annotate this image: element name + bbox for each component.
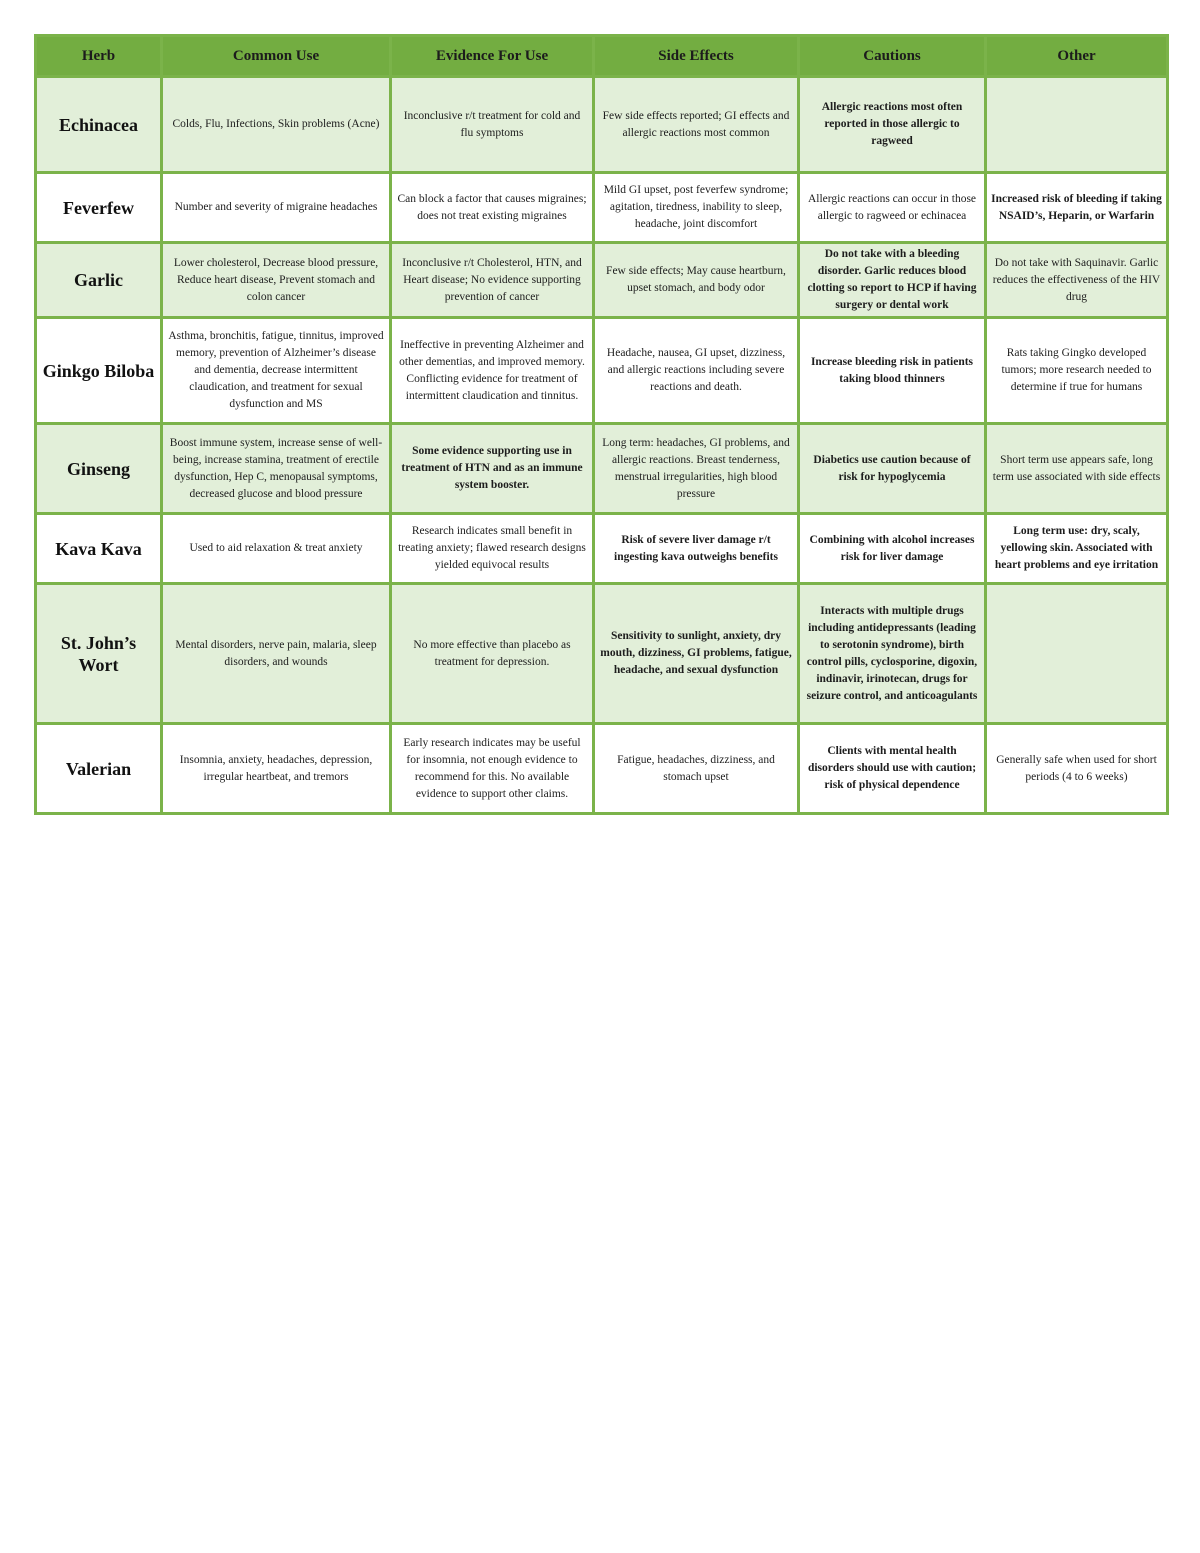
common-use-cell: Mental disorders, nerve pain, malaria, sleep disorders, and wounds — [162, 584, 391, 724]
common-use-cell: Used to aid relaxation & treat anxiety — [162, 514, 391, 584]
herb-name: Feverfew — [36, 173, 162, 243]
herb-comparison-table — [34, 34, 1169, 815]
side-effects-cell: Risk of severe liver damage r/t ingesting kava outweighs benefits — [594, 514, 799, 584]
other-cell — [986, 77, 1168, 173]
common-use-cell: Insomnia, anxiety, headaches, depression, irregular heartbeat, and tremors — [162, 724, 391, 814]
header-cautions: Cautions — [799, 36, 986, 77]
table-row-echinacea — [36, 77, 1168, 173]
common-use-cell: Lower cholesterol, Decrease blood pressure, Reduce heart disease, Prevent stomach and colon cancer — [162, 243, 391, 318]
header-other: Other — [986, 36, 1168, 77]
cautions-cell: Do not take with a bleeding disorder. Garlic reduces blood clotting so report to HCP if having surgery or dental work — [799, 243, 986, 318]
other-cell: Generally safe when used for short periods (4 to 6 weeks) — [986, 724, 1168, 814]
table-row-kava-kava — [36, 514, 1168, 584]
side-effects-cell: Long term: headaches, GI problems, and allergic reactions. Breast tenderness, menstrual irregularities, high blood pressure — [594, 424, 799, 514]
other-cell: Increased risk of bleeding if taking NSAID’s, Heparin, or Warfarin — [986, 173, 1168, 243]
header-row — [36, 36, 1168, 77]
evidence-cell: Inconclusive r/t treatment for cold and flu symptoms — [391, 77, 594, 173]
side-effects-cell: Headache, nausea, GI upset, dizziness, and allergic reactions including severe reactions and death. — [594, 318, 799, 424]
cautions-cell: Clients with mental health disorders should use with caution; risk of physical dependence — [799, 724, 986, 814]
other-cell: Short term use appears safe, long term use associated with side effects — [986, 424, 1168, 514]
other-cell: Do not take with Saquinavir. Garlic reduces the effectiveness of the HIV drug — [986, 243, 1168, 318]
common-use-cell: Colds, Flu, Infections, Skin problems (Acne) — [162, 77, 391, 173]
table-row-ginkgo-biloba — [36, 318, 1168, 424]
herb-name: St. John’s Wort — [36, 584, 162, 724]
table-row-st-johns-wort — [36, 584, 1168, 724]
herb-name: Garlic — [36, 243, 162, 318]
side-effects-cell: Few side effects; May cause heartburn, upset stomach, and body odor — [594, 243, 799, 318]
table-row-valerian — [36, 724, 1168, 814]
header-side-effects: Side Effects — [594, 36, 799, 77]
common-use-cell: Boost immune system, increase sense of well-being, increase stamina, treatment of erectile dysfunction, Hep C, menopausal symptoms, decreased glucose and blood pressure — [162, 424, 391, 514]
evidence-cell: Research indicates small benefit in treating anxiety; flawed research designs yielded equivocal results — [391, 514, 594, 584]
side-effects-cell: Few side effects reported; GI effects and allergic reactions most common — [594, 77, 799, 173]
side-effects-cell: Mild GI upset, post feverfew syndrome; agitation, tiredness, inability to sleep, headache, joint discomfort — [594, 173, 799, 243]
herb-name: Valerian — [36, 724, 162, 814]
other-cell: Rats taking Gingko developed tumors; more research needed to determine if true for humans — [986, 318, 1168, 424]
other-cell: Long term use: dry, scaly, yellowing skin. Associated with heart problems and eye irritation — [986, 514, 1168, 584]
herb-name: Echinacea — [36, 77, 162, 173]
herb-name: Ginseng — [36, 424, 162, 514]
evidence-cell: Some evidence supporting use in treatment of HTN and as an immune system booster. — [391, 424, 594, 514]
cautions-cell: Interacts with multiple drugs including antidepressants (leading to serotonin syndrome), birth control pills, cyclosporine, digoxin, indinavir, irinotecan, drugs for seizure control, and anticoagulants — [799, 584, 986, 724]
cautions-cell: Allergic reactions most often reported in those allergic to ragweed — [799, 77, 986, 173]
table-row-ginseng — [36, 424, 1168, 514]
cautions-cell: Increase bleeding risk in patients taking blood thinners — [799, 318, 986, 424]
common-use-cell: Asthma, bronchitis, fatigue, tinnitus, improved memory, prevention of Alzheimer’s disease and dementia, decrease intermittent claudication, and treatment for sexual dysfunction and MS — [162, 318, 391, 424]
header-evidence-for-use: Evidence For Use — [391, 36, 594, 77]
herb-name: Ginkgo Biloba — [36, 318, 162, 424]
cautions-cell: Diabetics use caution because of risk for hypoglycemia — [799, 424, 986, 514]
herb-name: Kava Kava — [36, 514, 162, 584]
evidence-cell: Ineffective in preventing Alzheimer and other dementias, and improved memory. Conflicting evidence for treatment of intermittent claudication and tinnitus. — [391, 318, 594, 424]
evidence-cell: Can block a factor that causes migraines; does not treat existing migraines — [391, 173, 594, 243]
cautions-cell: Combining with alcohol increases risk for liver damage — [799, 514, 986, 584]
evidence-cell: Inconclusive r/t Cholesterol, HTN, and Heart disease; No evidence supporting prevention of cancer — [391, 243, 594, 318]
side-effects-cell: Fatigue, headaches, dizziness, and stomach upset — [594, 724, 799, 814]
table-row-feverfew — [36, 173, 1168, 243]
evidence-cell: Early research indicates may be useful for insomnia, not enough evidence to recommend for this. No available evidence to support other claims. — [391, 724, 594, 814]
header-herb: Herb — [36, 36, 162, 77]
evidence-cell: No more effective than placebo as treatment for depression. — [391, 584, 594, 724]
cautions-cell: Allergic reactions can occur in those allergic to ragweed or echinacea — [799, 173, 986, 243]
common-use-cell: Number and severity of migraine headaches — [162, 173, 391, 243]
side-effects-cell: Sensitivity to sunlight, anxiety, dry mouth, dizziness, GI problems, fatigue, headache, and sexual dysfunction — [594, 584, 799, 724]
table-row-garlic — [36, 243, 1168, 318]
header-common-use: Common Use — [162, 36, 391, 77]
other-cell — [986, 584, 1168, 724]
